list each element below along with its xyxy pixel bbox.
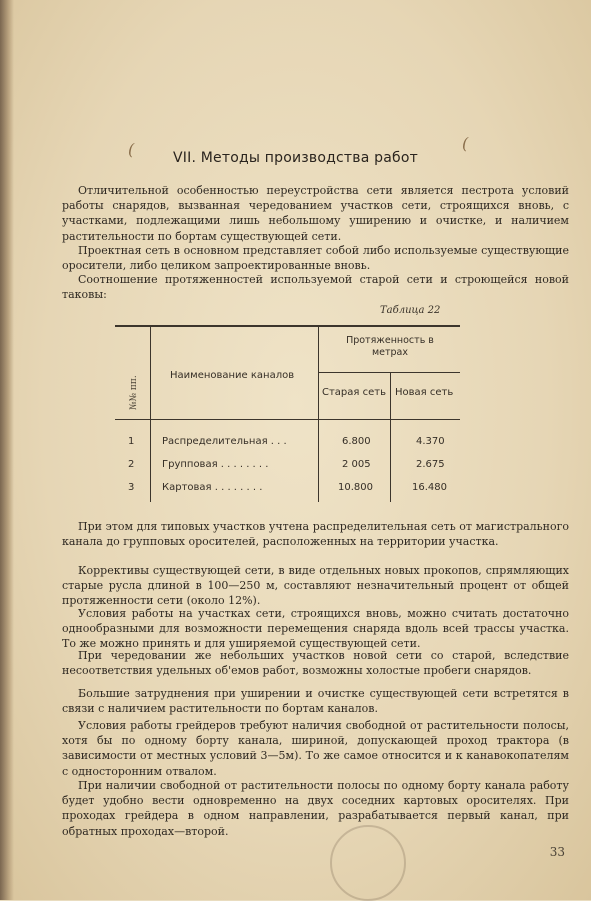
row-name: Картовая . . . . . . . . — [162, 482, 263, 493]
row-new-value: 16.480 — [412, 482, 447, 493]
page-spine-shadow — [0, 0, 14, 900]
row-name: Распределительная . . . — [162, 436, 287, 447]
header-channel-name: Наименование каналов — [170, 370, 295, 381]
paragraph: Отличительной особенностью переустройства сети является пестрота условий работы снарядов, вызванная чередованием участков сети, строящихся вновь, с участками, подлежащими лишь небольшому уширению и очистке, и наличием растительности по бортам существующей сети. — [62, 184, 569, 243]
header-old-network: Старая сеть — [322, 387, 386, 398]
row-number: 1 — [128, 436, 135, 447]
row-number: 3 — [128, 482, 135, 493]
row-new-value: 4.370 — [416, 436, 445, 447]
row-old-value: 2 005 — [342, 459, 371, 470]
paragraph: Условия работы грейдеров требуют наличия свободной от растительности полосы, хотя бы по одному борту канала, шириной, допускающей проход трактора (в зависимости от местных условий 3—5м). То же самое относится и к канавокопателям с односторонним отвалом. — [62, 719, 569, 778]
header-number: №№ пп. — [129, 375, 139, 410]
row-name: Групповая . . . . . . . . — [162, 459, 269, 470]
row-old-value: 10.800 — [338, 482, 373, 493]
section-heading: VII. Методы производства работ — [173, 150, 418, 166]
margin-mark: ( — [462, 134, 469, 153]
paragraph: При чередовании же небольших участков новой сети со старой, вследствие несоответствия удельных об'емов работ, возможны холостые пробеги снарядов. — [62, 649, 569, 678]
paragraph: Большие затруднения при уширении и очистке существующей сети встретятся в связи с наличием растительности по бортам каналов. — [62, 687, 569, 716]
paragraph: Соотношение протяженностей используемой старой сети и строющейся новой таковы: — [62, 273, 569, 302]
paragraph: Коррективы существующей сети, в виде отдельных новых прокопов, спрямляющих старые русла длиной в 100—250 м, составляют незначительный процент от общей протяженности сети (около 12%). — [62, 564, 569, 608]
page-number: 33 — [549, 845, 565, 859]
paragraph: При наличии свободной от растительности полосы по одному борту канала работу будет удобно вести одновременно на двух соседних картовых оросителях. При проходах грейдера в одном направлении, разрабатывается первый канал, при обратных проходах—второй. — [62, 779, 569, 838]
header-new-network: Новая сеть — [395, 387, 454, 398]
row-number: 2 — [128, 459, 135, 470]
header-length: Протяженность в метрах — [346, 335, 434, 358]
library-stamp — [330, 825, 406, 901]
row-old-value: 6.800 — [342, 436, 371, 447]
row-new-value: 2.675 — [416, 459, 445, 470]
paragraph: При этом для типовых участков учтена распределительная сеть от магистрального канала до групповых оросителей, расположенных на территории участка. — [62, 520, 569, 549]
paragraph: Условия работы на участках сети, строящихся вновь, можно считать достаточно однообразными для возможности перемещения снаряда вдоль всей трассы участка. То же можно принять и для уширяемой существующей сети. — [62, 607, 569, 651]
table-caption: Таблица 22 — [380, 305, 441, 316]
paragraph: Проектная сеть в основном представляет собой либо используемые существующие оросители, либо целиком запроектированные вновь. — [62, 244, 569, 273]
margin-mark: ( — [128, 140, 135, 159]
